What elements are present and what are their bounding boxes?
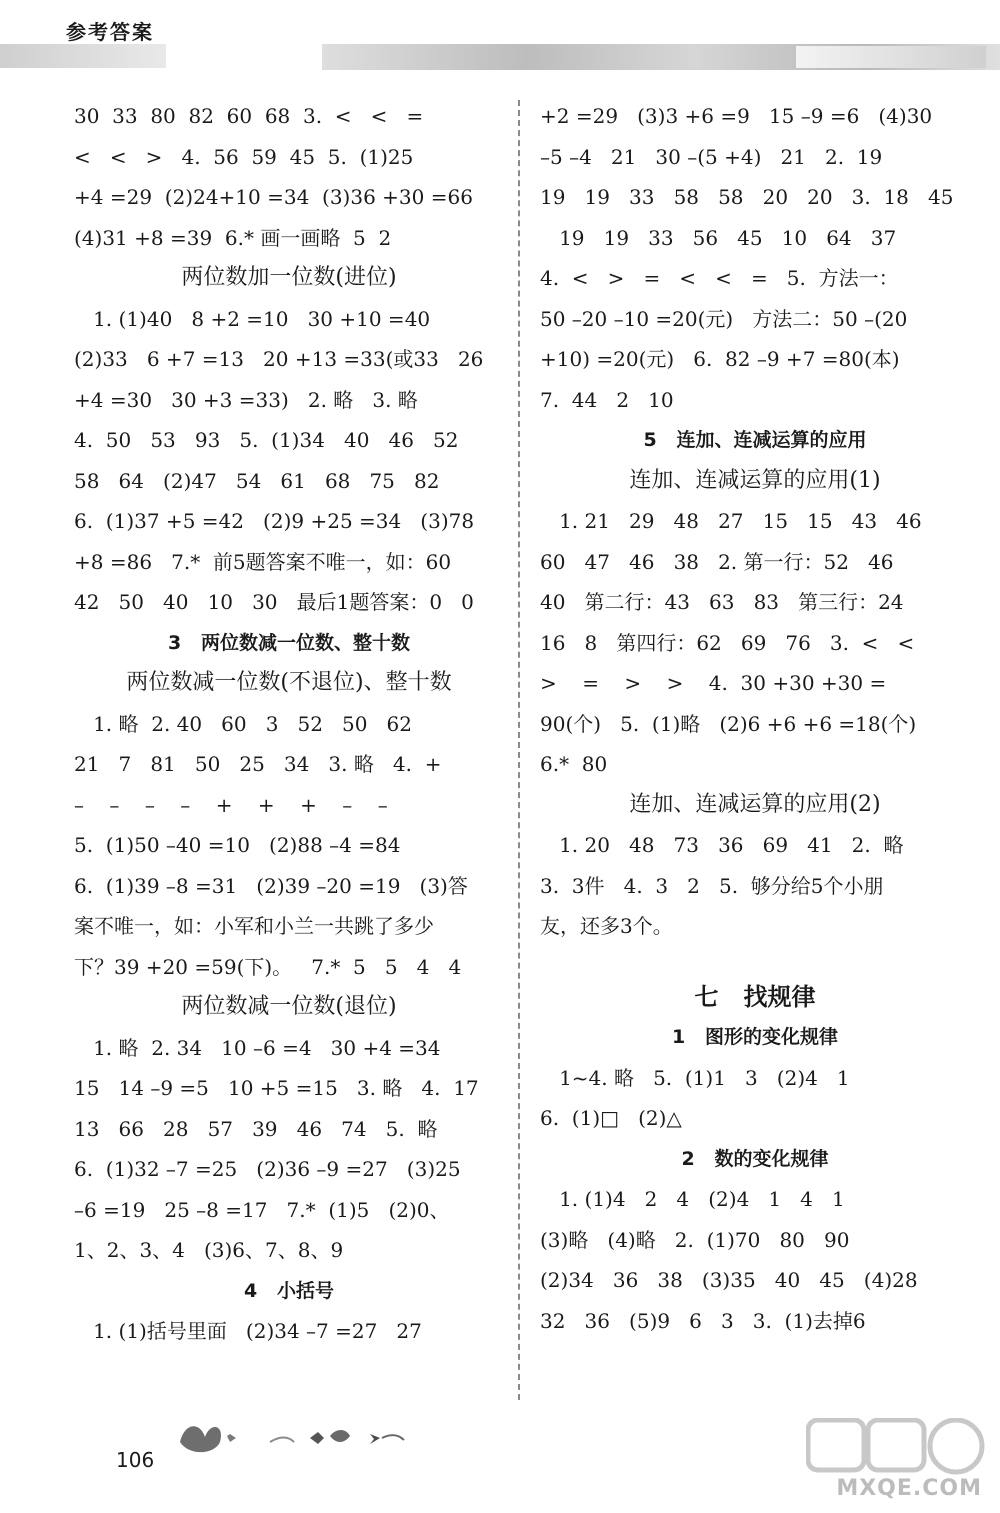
answer-line: 60 47 46 38 2. 第一行：52 46 bbox=[540, 549, 894, 574]
answer-line: +8 =86 7.* 前5题答案不唯一，如：60 bbox=[74, 549, 452, 574]
answer-line: (3)略 (4)略 2. (1)70 80 90 bbox=[540, 1227, 850, 1252]
answer-column-left bbox=[74, 96, 504, 1352]
answer-line: –6 =19 25 –8 =17 7.* (1)5 (2)0、 bbox=[74, 1197, 450, 1222]
answer-line: 4. < > = < < = 5. 方法一： bbox=[540, 266, 899, 290]
answer-line: < < > 4. 56 59 45 5. (1)25 bbox=[74, 144, 414, 169]
answer-line: > = > > 4. 30 +30 +30 = bbox=[540, 671, 887, 695]
answer-line: 6. (1)32 –7 =25 (2)36 –9 =27 (3)25 bbox=[74, 1157, 461, 1181]
subsection-title: 两位数加一位数(进位) bbox=[181, 265, 397, 290]
section-heading: 4 小括号 bbox=[243, 1279, 335, 1302]
spacer bbox=[540, 947, 970, 977]
answer-line: 1. (1)4 2 4 (2)4 1 4 1 bbox=[540, 1187, 845, 1211]
answer-line: 1. 21 29 48 27 15 15 43 46 bbox=[540, 509, 922, 533]
answer-column-right bbox=[540, 96, 970, 1341]
answer-line: 21 7 81 50 25 34 3. 略 4. + bbox=[74, 752, 442, 776]
answer-line: 6. (1)□ (2)△ bbox=[540, 1106, 682, 1130]
answer-line: 下？39 +20 =59(下)。 7.* 5 5 4 4 bbox=[74, 954, 462, 979]
answer-line: 58 64 (2)47 54 61 68 75 82 bbox=[74, 468, 440, 493]
column-divider bbox=[518, 100, 520, 1400]
page-number: 106 bbox=[116, 1448, 155, 1472]
answer-line: 1. 略 2. 34 10 –6 =4 30 +4 =34 bbox=[74, 1035, 441, 1060]
header-band bbox=[0, 44, 1000, 74]
answer-line: 42 50 40 10 30 最后1题答案：0 0 bbox=[74, 590, 474, 614]
answer-line: 6. (1)37 +5 =42 (2)9 +25 =34 (3)78 bbox=[74, 509, 475, 533]
answer-line: (4)31 +8 =39 6.* 画一画略 5 2 bbox=[74, 225, 392, 250]
answer-line: 友，还多3个。 bbox=[540, 914, 673, 938]
section-heading: 3 两位数减一位数、整十数 bbox=[167, 631, 411, 654]
answer-line: 30 33 80 82 60 68 3. < < = bbox=[74, 104, 424, 128]
answer-line: (2)34 36 38 (3)35 40 45 (4)28 bbox=[540, 1268, 918, 1292]
answer-line: 15 14 –9 =5 10 +5 =15 3. 略 4. 17 bbox=[74, 1076, 479, 1100]
answer-line: +2 =29 (3)3 +6 =9 15 –9 =6 (4)30 bbox=[540, 104, 933, 128]
subsection-title: 两位数减一位数(退位) bbox=[181, 994, 397, 1019]
answer-line: 13 66 28 57 39 46 74 5. 略 bbox=[74, 1116, 438, 1141]
answer-line: 1~4. 略 5. (1)1 3 (2)4 1 bbox=[540, 1065, 850, 1090]
answer-line: 5. (1)50 –40 =10 (2)88 –4 =84 bbox=[74, 833, 401, 857]
watermark-domain: MXQE.COM bbox=[836, 1476, 982, 1501]
subsection-title: 连加、连减运算的应用(1) bbox=[629, 467, 881, 493]
answer-line: 案不唯一，如：小军和小兰一共跳了多少 bbox=[74, 914, 434, 938]
header-band-highlight bbox=[796, 46, 986, 68]
answer-line: 6.* 80 bbox=[540, 752, 608, 776]
answer-line: 40 第二行：43 63 83 第三行：24 bbox=[540, 590, 904, 614]
answer-line: 1、2、3、4 (3)6、7、8、9 bbox=[74, 1238, 344, 1262]
header-band-left bbox=[0, 44, 166, 68]
answer-line: +4 =30 30 +3 =33) 2. 略 3. 略 bbox=[74, 387, 418, 412]
answer-line: 50 –20 –10 =20(元) 方法二：50 –(20 bbox=[540, 306, 908, 331]
answer-line: 1. (1)40 8 +2 =10 30 +10 =40 bbox=[74, 306, 431, 331]
answer-line: (2)33 6 +7 =13 20 +13 =33(或33 26 bbox=[74, 347, 484, 371]
answer-line: 32 36 (5)9 6 3 3. (1)去掉6 bbox=[540, 1308, 866, 1333]
subsection-title: 两位数减一位数(不退位)、整十数 bbox=[126, 670, 452, 695]
section-heading: 2 数的变化规律 bbox=[681, 1147, 829, 1170]
answer-line: 6. (1)39 –8 =31 (2)39 –20 =19 (3)答 bbox=[74, 873, 468, 898]
answer-line: 1. (1)括号里面 (2)34 –7 =27 27 bbox=[74, 1319, 422, 1343]
decorative-flowers-icon bbox=[170, 1412, 410, 1462]
answer-line: 19 19 33 58 58 20 20 3. 18 45 bbox=[540, 185, 954, 209]
answer-line: 19 19 33 56 45 10 64 37 bbox=[540, 225, 897, 250]
answer-line: 7. 44 2 10 bbox=[540, 387, 674, 412]
chapter-heading: 七 找规律 bbox=[694, 982, 816, 1011]
answer-line: 4. 50 53 93 5. (1)34 40 46 52 bbox=[74, 428, 459, 452]
answer-line: – – – – + + + – – bbox=[74, 792, 388, 817]
answer-line: 90(个) 5. (1)略 (2)6 +6 +6 =18(个) bbox=[540, 711, 917, 736]
answer-line: 3. 3件 4. 3 2 5. 够分给5个小朋 bbox=[540, 873, 884, 898]
answer-line: 1. 略 2. 40 60 3 52 50 62 bbox=[74, 711, 412, 736]
answer-line: 16 8 第四行：62 69 76 3. < < bbox=[540, 630, 915, 655]
answer-line: –5 –4 21 30 –(5 +4) 21 2. 19 bbox=[540, 144, 883, 169]
answer-line: 1. 20 48 73 36 69 41 2. 略 bbox=[540, 833, 904, 857]
answer-line: +4 =29 (2)24+10 =34 (3)36 +30 =66 bbox=[74, 185, 473, 209]
page-header-label: 参考答案 bbox=[66, 20, 154, 44]
section-heading: 5 连加、连减运算的应用 bbox=[643, 429, 867, 451]
answer-line: +10) =20(元) 6. 82 –9 +7 =80(本) bbox=[540, 347, 900, 371]
subsection-title: 连加、连减运算的应用(2) bbox=[629, 791, 881, 817]
section-heading: 1 图形的变化规律 bbox=[671, 1026, 839, 1048]
